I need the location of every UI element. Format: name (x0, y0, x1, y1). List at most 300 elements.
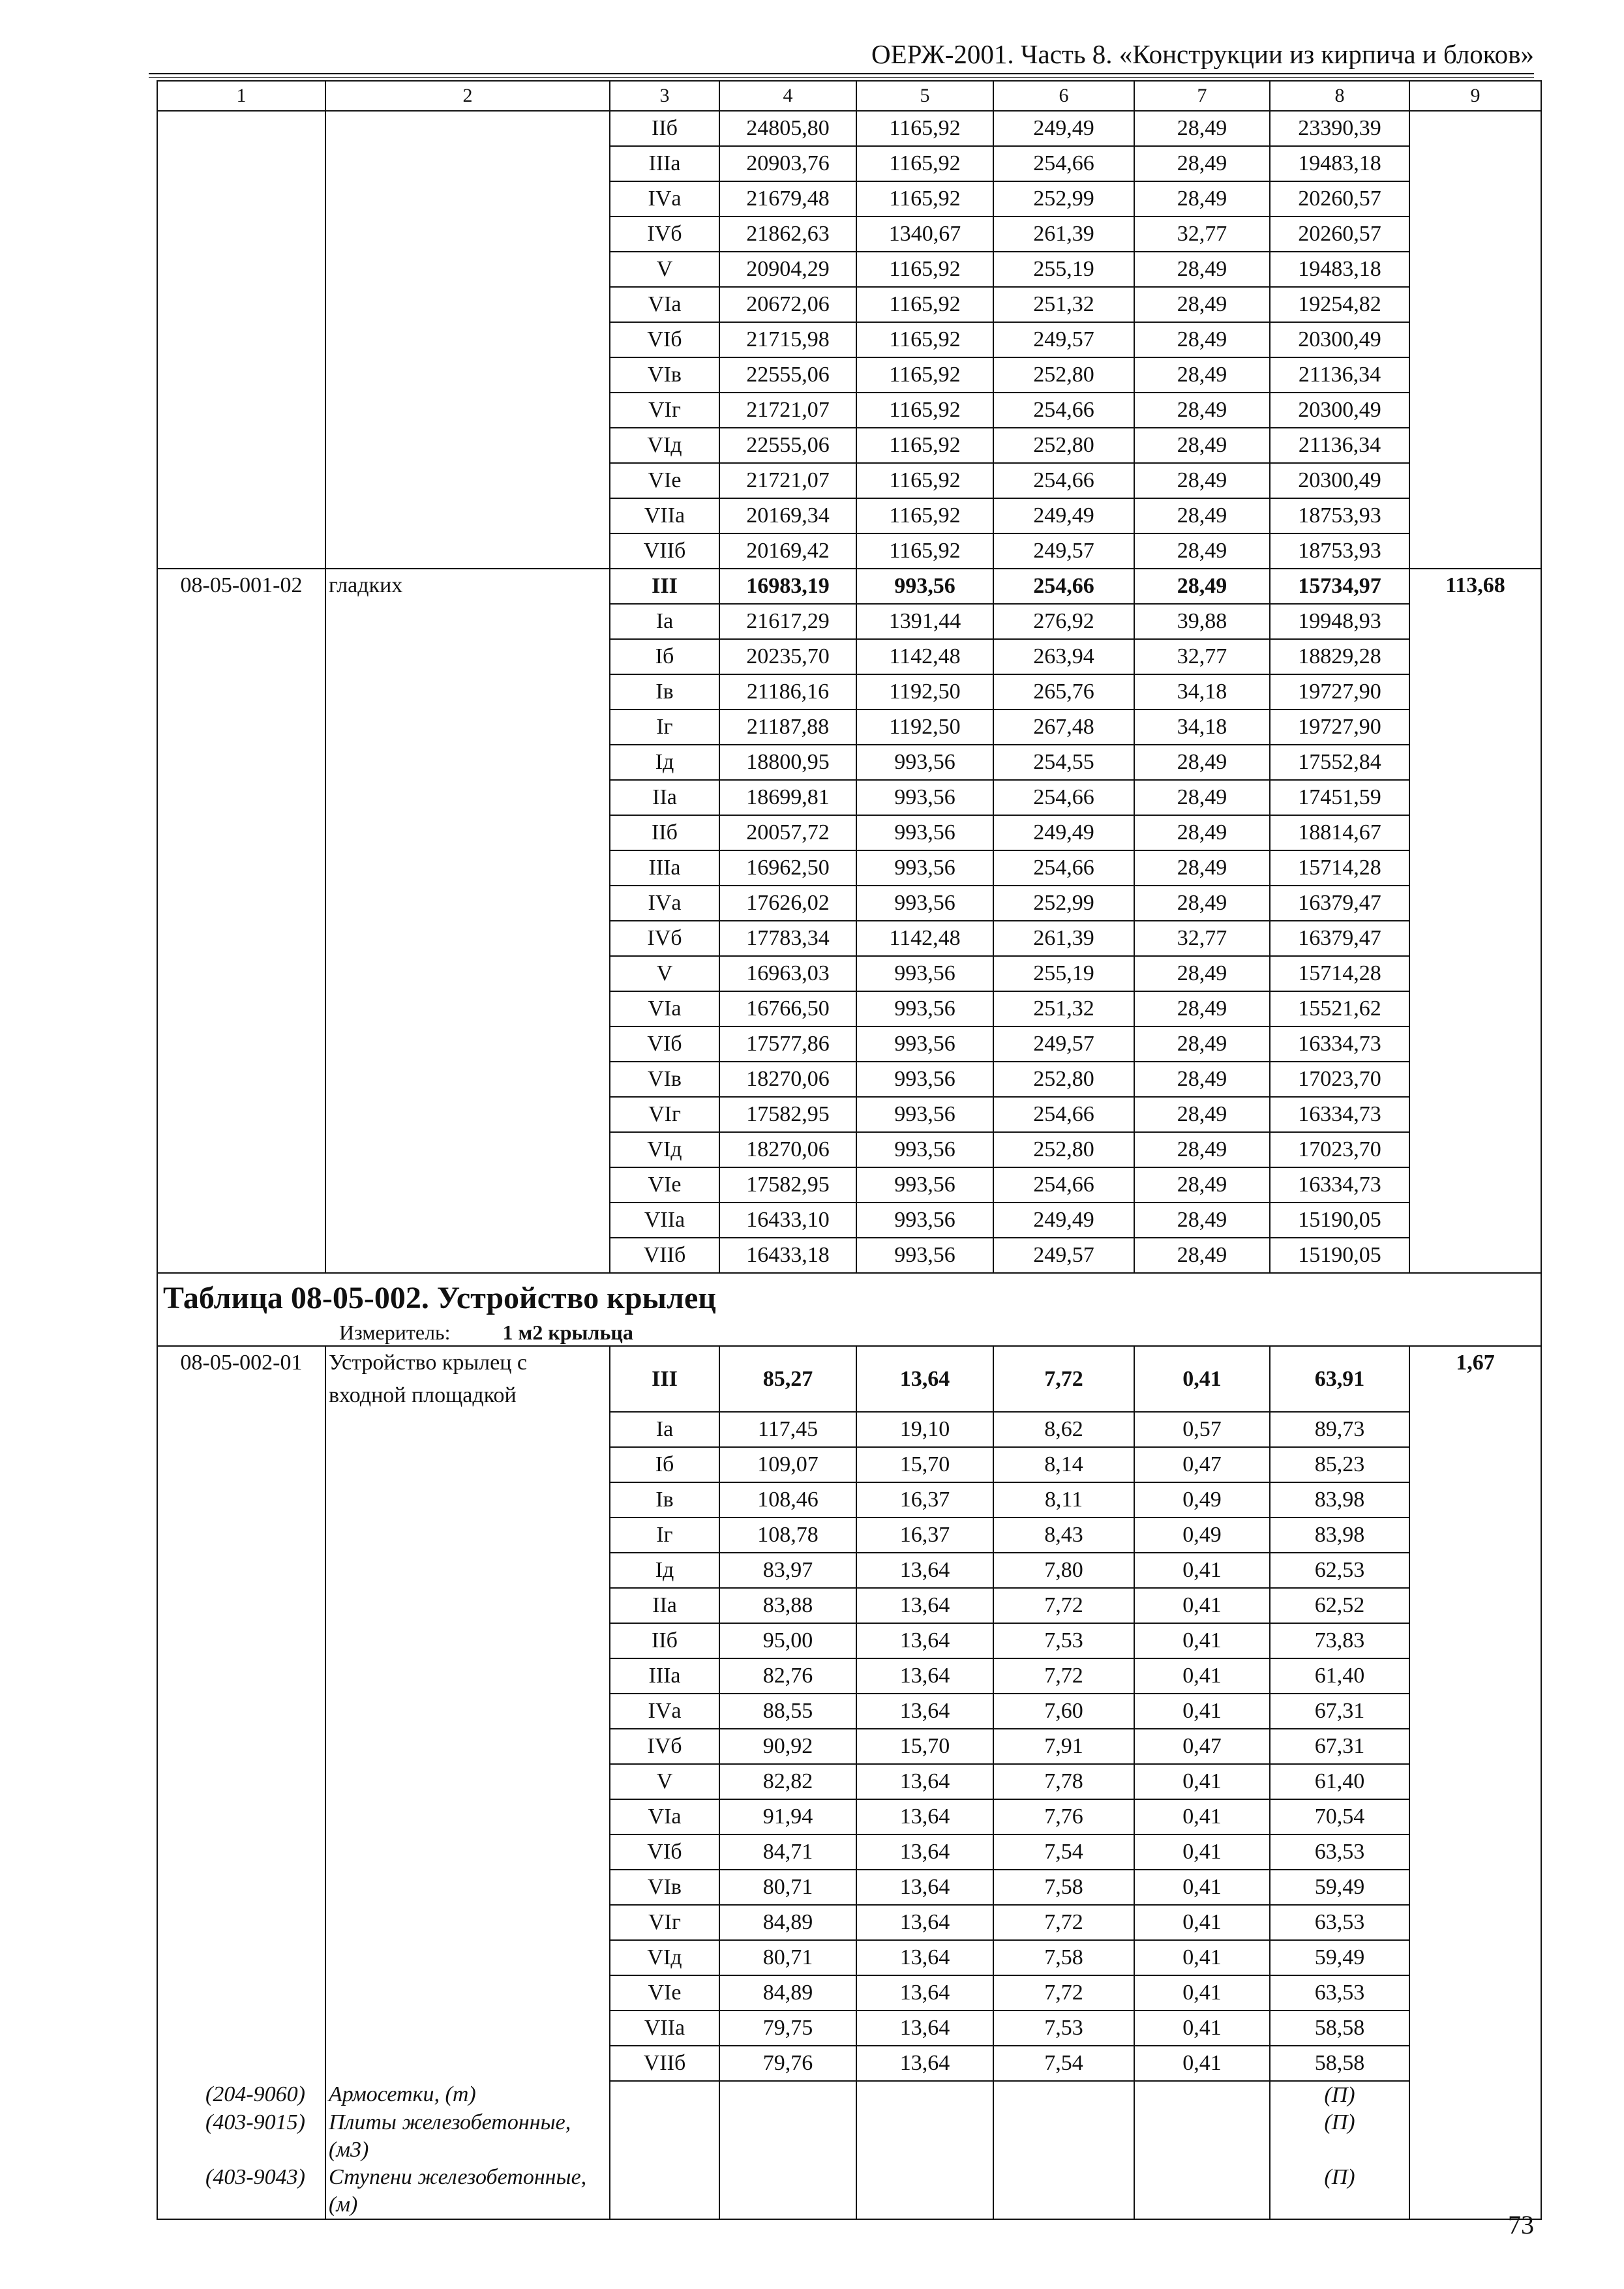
table-row (157, 1694, 1541, 1729)
machines-cell: 254,66 (993, 393, 1134, 428)
rate-name-cell (325, 1658, 610, 1694)
wages-cell: 15,70 (856, 1447, 993, 1482)
materials-cell: 70,54 (1270, 1799, 1409, 1834)
rate-name-cell (325, 745, 610, 780)
machines-cell: 249,57 (993, 1238, 1134, 1273)
wages-cell: 1192,50 (856, 710, 993, 745)
material-name: Плиты железобетонные, (м3) (325, 2109, 610, 2164)
materials-cell: 83,98 (1270, 1482, 1409, 1518)
materials-cell: 63,91 (1270, 1346, 1409, 1412)
materials-cell: 17552,84 (1270, 745, 1409, 780)
rate-code-cell (157, 674, 325, 710)
machinist-wages-cell: 28,49 (1134, 1238, 1270, 1273)
total-cost-cell: 84,89 (719, 1905, 856, 1940)
machinist-wages-cell: 39,88 (1134, 604, 1270, 639)
total-cost-cell: 109,07 (719, 1447, 856, 1482)
materials-cell: 61,40 (1270, 1764, 1409, 1799)
labor-cost-cell (1409, 1062, 1541, 1097)
table-row (157, 181, 1541, 217)
labor-cost-cell (1409, 1623, 1541, 1658)
rate-code-cell (157, 991, 325, 1026)
total-cost-cell: 16766,50 (719, 991, 856, 1026)
total-cost-cell: 22555,06 (719, 428, 856, 463)
zone-cell: VIд (610, 428, 719, 463)
table-row (157, 956, 1541, 991)
material-row (157, 2109, 1541, 2164)
table-row (157, 533, 1541, 569)
materials-cell: 16379,47 (1270, 886, 1409, 921)
machinist-wages-cell: 28,49 (1134, 322, 1270, 357)
machines-cell: 7,72 (993, 1588, 1134, 1623)
zone-cell: VIа (610, 991, 719, 1026)
machinist-wages-cell: 0,57 (1134, 1412, 1270, 1447)
rate-name-cell (325, 1694, 610, 1729)
table-row (157, 674, 1541, 710)
table-row (157, 569, 1541, 604)
empty-cell (993, 2164, 1134, 2219)
total-cost-cell: 18270,06 (719, 1062, 856, 1097)
wages-cell: 16,37 (856, 1482, 993, 1518)
machinist-wages-cell: 0,41 (1134, 1834, 1270, 1870)
rate-name-cell (325, 1799, 610, 1834)
machinist-wages-cell: 0,41 (1134, 1975, 1270, 2011)
materials-cell: 20260,57 (1270, 181, 1409, 217)
machinist-wages-cell: 28,49 (1134, 111, 1270, 146)
measure-unit: 1 м2 крыльца (502, 1321, 633, 1344)
labor-cost-cell (1409, 1167, 1541, 1203)
rate-code-cell (157, 463, 325, 498)
labor-cost-cell (1409, 1553, 1541, 1588)
empty-cell (719, 2164, 856, 2219)
total-cost-cell: 16433,18 (719, 1238, 856, 1273)
material-code: (403-9043) (157, 2164, 325, 2219)
labor-cost-cell (1409, 428, 1541, 463)
labor-cost-cell (1409, 1518, 1541, 1553)
zone-cell: VIе (610, 463, 719, 498)
materials-cell: 21136,34 (1270, 357, 1409, 393)
rate-name-cell (325, 1940, 610, 1975)
measure-label: Измеритель: (339, 1321, 451, 1344)
wages-cell: 993,56 (856, 956, 993, 991)
total-cost-cell: 20057,72 (719, 815, 856, 850)
labor-cost-cell (1409, 991, 1541, 1026)
rate-code-cell (157, 533, 325, 569)
wages-cell: 13,64 (856, 1658, 993, 1694)
machines-cell: 251,32 (993, 991, 1134, 1026)
machines-cell: 8,14 (993, 1447, 1134, 1482)
machinist-wages-cell: 28,49 (1134, 1132, 1270, 1167)
empty-cell (1134, 2164, 1270, 2219)
total-cost-cell: 20169,34 (719, 498, 856, 533)
zone-cell: VIа (610, 287, 719, 322)
materials-cell: 15714,28 (1270, 956, 1409, 991)
zone-cell: V (610, 956, 719, 991)
table-row (157, 2046, 1541, 2081)
table-row (157, 498, 1541, 533)
labor-cost-cell (1409, 1447, 1541, 1482)
total-cost-cell: 117,45 (719, 1412, 856, 1447)
labor-cost-cell (1409, 217, 1541, 252)
rate-name-cell (325, 111, 610, 146)
machinist-wages-cell: 28,49 (1134, 1062, 1270, 1097)
rate-code-cell (157, 1167, 325, 1203)
rate-name-cell (325, 217, 610, 252)
table-row (157, 1062, 1541, 1097)
machinist-wages-cell: 0,41 (1134, 1553, 1270, 1588)
total-cost-cell: 16963,03 (719, 956, 856, 991)
machines-cell: 7,54 (993, 1834, 1134, 1870)
column-number-row (157, 81, 1541, 111)
machines-cell: 254,66 (993, 780, 1134, 815)
machines-cell: 276,92 (993, 604, 1134, 639)
labor-cost-cell (1409, 2046, 1541, 2081)
rate-code-cell (157, 181, 325, 217)
rate-name-cell (325, 921, 610, 956)
machines-cell: 254,66 (993, 1167, 1134, 1203)
rate-name-cell (325, 1834, 610, 1870)
rate-code-cell (157, 1623, 325, 1658)
wages-cell: 993,56 (856, 1167, 993, 1203)
machines-cell: 7,76 (993, 1799, 1134, 1834)
total-cost-cell: 16962,50 (719, 850, 856, 886)
rate-code-cell (157, 1203, 325, 1238)
rate-name-cell (325, 1026, 610, 1062)
machines-cell: 7,91 (993, 1729, 1134, 1764)
machines-cell: 7,58 (993, 1870, 1134, 1905)
rate-name-cell (325, 1905, 610, 1940)
labor-cost-cell (1409, 569, 1541, 604)
zone-cell: IVб (610, 921, 719, 956)
machines-cell: 7,53 (993, 2011, 1134, 2046)
wages-cell: 1165,92 (856, 357, 993, 393)
wages-cell: 1142,48 (856, 921, 993, 956)
machinist-wages-cell: 0,41 (1134, 1905, 1270, 1940)
machinist-wages-cell: 28,49 (1134, 498, 1270, 533)
zone-cell: Iг (610, 1518, 719, 1553)
materials-cell: 20300,49 (1270, 393, 1409, 428)
rate-code-cell (157, 1588, 325, 1623)
materials-cell: 19483,18 (1270, 146, 1409, 181)
table-row (157, 1132, 1541, 1167)
rate-code-cell (157, 322, 325, 357)
total-cost-cell: 17577,86 (719, 1026, 856, 1062)
labor-cost-cell (1409, 1729, 1541, 1764)
machinist-wages-cell: 0,41 (1134, 1870, 1270, 1905)
materials-cell: 19727,90 (1270, 674, 1409, 710)
wages-cell: 993,56 (856, 1026, 993, 1062)
labor-cost-cell (1409, 1694, 1541, 1729)
wages-cell: 1165,92 (856, 287, 993, 322)
section-title: Таблица 08-05-002. Устройство крылец (163, 1281, 716, 1315)
table-row (157, 146, 1541, 181)
machines-cell: 252,80 (993, 428, 1134, 463)
total-cost-cell: 20672,06 (719, 287, 856, 322)
rate-code-cell (157, 1764, 325, 1799)
total-cost-cell: 83,88 (719, 1588, 856, 1623)
wages-cell: 13,64 (856, 2046, 993, 2081)
machinist-wages-cell: 28,49 (1134, 1097, 1270, 1132)
machines-cell: 252,80 (993, 357, 1134, 393)
zone-cell: IIIа (610, 146, 719, 181)
labor-cost-cell (1409, 639, 1541, 674)
labor-cost-cell (1409, 1905, 1541, 1940)
machinist-wages-cell: 34,18 (1134, 710, 1270, 745)
machinist-wages-cell: 0,41 (1134, 1694, 1270, 1729)
rate-name-cell (325, 1097, 610, 1132)
table-row (157, 1482, 1541, 1518)
wages-cell: 993,56 (856, 1062, 993, 1097)
wages-cell: 993,56 (856, 1097, 993, 1132)
material-name: Ступени железобетонные, (м) (325, 2164, 610, 2219)
machines-cell: 267,48 (993, 710, 1134, 745)
machinist-wages-cell: 34,18 (1134, 674, 1270, 710)
machines-cell: 252,99 (993, 181, 1134, 217)
machinist-wages-cell: 28,49 (1134, 886, 1270, 921)
materials-cell: 85,23 (1270, 1447, 1409, 1482)
total-cost-cell: 18800,95 (719, 745, 856, 780)
zone-cell: VIIа (610, 1203, 719, 1238)
wages-cell: 993,56 (856, 569, 993, 604)
machinist-wages-cell: 28,49 (1134, 1203, 1270, 1238)
zone-cell: Iа (610, 604, 719, 639)
machines-cell: 252,80 (993, 1062, 1134, 1097)
machines-cell: 8,62 (993, 1412, 1134, 1447)
zone-cell: VIв (610, 1870, 719, 1905)
material-row (157, 2081, 1541, 2109)
rate-code-cell (157, 2011, 325, 2046)
table-row (157, 1238, 1541, 1273)
labor-cost-cell (1409, 745, 1541, 780)
machinist-wages-cell: 0,41 (1134, 1940, 1270, 1975)
machinist-wages-cell: 28,49 (1134, 252, 1270, 287)
total-cost-cell: 82,82 (719, 1764, 856, 1799)
machines-cell: 255,19 (993, 956, 1134, 991)
empty-cell (856, 2081, 993, 2109)
rate-code-cell (157, 1870, 325, 1905)
rate-code-cell: 08-05-002-01 (157, 1346, 325, 1412)
empty-cell (719, 2109, 856, 2164)
wages-cell: 13,64 (856, 1940, 993, 1975)
rate-name-cell (325, 780, 610, 815)
zone-cell: VIб (610, 1834, 719, 1870)
rate-name-cell (325, 146, 610, 181)
table-row (157, 921, 1541, 956)
materials-cell: 58,58 (1270, 2046, 1409, 2081)
labor-cost-cell (1409, 1097, 1541, 1132)
labor-cost-cell (1409, 1870, 1541, 1905)
table-row (157, 1588, 1541, 1623)
wages-cell: 13,64 (856, 1623, 993, 1658)
material-tag: (П) (1270, 2109, 1409, 2164)
machines-cell: 249,57 (993, 533, 1134, 569)
zone-cell: VIб (610, 322, 719, 357)
zone-cell: Iд (610, 1553, 719, 1588)
empty-cell (610, 2164, 719, 2219)
column-number: 5 (856, 81, 993, 111)
rate-name-cell (325, 428, 610, 463)
rate-name-cell (325, 604, 610, 639)
rate-code-cell (157, 217, 325, 252)
materials-cell: 67,31 (1270, 1694, 1409, 1729)
table-row (157, 217, 1541, 252)
zone-cell: VIа (610, 1799, 719, 1834)
machinist-wages-cell: 0,41 (1134, 2011, 1270, 2046)
wages-cell: 1165,92 (856, 498, 993, 533)
labor-cost-cell (1409, 287, 1541, 322)
labor-cost-cell (1409, 710, 1541, 745)
empty-cell (993, 2109, 1134, 2164)
zone-cell: IIа (610, 1588, 719, 1623)
machinist-wages-cell: 0,47 (1134, 1447, 1270, 1482)
zone-cell: V (610, 1764, 719, 1799)
labor-cost-value: 113,68 (1445, 573, 1505, 597)
table-row (157, 1203, 1541, 1238)
zone-cell: VIIб (610, 1238, 719, 1273)
labor-cost-cell (1409, 956, 1541, 991)
labor-cost-cell (1409, 322, 1541, 357)
rate-name-cell (325, 956, 610, 991)
wages-cell: 1165,92 (856, 181, 993, 217)
total-cost-cell: 21721,07 (719, 393, 856, 428)
rate-code-cell (157, 710, 325, 745)
table-row (157, 639, 1541, 674)
rate-code-cell (157, 1940, 325, 1975)
total-cost-cell: 84,71 (719, 1834, 856, 1870)
zone-cell: III (610, 569, 719, 604)
rate-code-cell (157, 604, 325, 639)
rate-name-cell (325, 850, 610, 886)
materials-cell: 20300,49 (1270, 322, 1409, 357)
wages-cell: 1192,50 (856, 674, 993, 710)
zone-cell: III (610, 1346, 719, 1412)
empty-cell (856, 2109, 993, 2164)
zone-cell: IIб (610, 815, 719, 850)
table-row (157, 745, 1541, 780)
rate-name-cell (325, 710, 610, 745)
materials-cell: 62,52 (1270, 1588, 1409, 1623)
zone-cell: IVа (610, 886, 719, 921)
table-row (157, 111, 1541, 146)
materials-cell: 63,53 (1270, 1905, 1409, 1940)
wages-cell: 1165,92 (856, 322, 993, 357)
machinist-wages-cell: 28,49 (1134, 569, 1270, 604)
total-cost-cell: 79,76 (719, 2046, 856, 2081)
wages-cell: 13,64 (856, 1905, 993, 1940)
wages-cell: 13,64 (856, 2011, 993, 2046)
labor-cost-cell (1409, 1658, 1541, 1694)
table-row (157, 322, 1541, 357)
total-cost-cell: 17582,95 (719, 1097, 856, 1132)
wages-cell: 1165,92 (856, 146, 993, 181)
section-header (157, 1273, 1541, 1346)
machines-cell: 7,72 (993, 1658, 1134, 1694)
rate-name-cell (325, 1975, 610, 2011)
rate-code-cell (157, 1447, 325, 1482)
rate-code-cell (157, 111, 325, 146)
labor-cost-cell (1409, 1412, 1541, 1447)
zone-cell: V (610, 252, 719, 287)
zone-cell: VIIа (610, 2011, 719, 2046)
materials-cell: 20260,57 (1270, 217, 1409, 252)
materials-cell: 20300,49 (1270, 463, 1409, 498)
labor-cost-value: 1,67 (1456, 1351, 1495, 1375)
table-row (157, 1097, 1541, 1132)
zone-cell: VIд (610, 1132, 719, 1167)
rate-code-cell (157, 287, 325, 322)
zone-cell: Iв (610, 674, 719, 710)
wages-cell: 13,64 (856, 1975, 993, 2011)
total-cost-cell: 20169,42 (719, 533, 856, 569)
zone-cell: VIг (610, 1097, 719, 1132)
table-row (157, 1799, 1541, 1834)
rate-code-cell (157, 639, 325, 674)
empty-cell (1134, 2109, 1270, 2164)
table-row (157, 1905, 1541, 1940)
rate-code-cell (157, 1062, 325, 1097)
rate-code-cell (157, 1238, 325, 1273)
table-row (157, 1553, 1541, 1588)
table-row (157, 1167, 1541, 1203)
zone-cell: IVб (610, 1729, 719, 1764)
rate-name-cell (325, 393, 610, 428)
rate-name-cell (325, 2046, 610, 2081)
wages-cell: 993,56 (856, 815, 993, 850)
machinist-wages-cell: 28,49 (1134, 463, 1270, 498)
machinist-wages-cell: 0,41 (1134, 1799, 1270, 1834)
zone-cell: Iв (610, 1482, 719, 1518)
machines-cell: 7,80 (993, 1553, 1134, 1588)
wages-cell: 993,56 (856, 780, 993, 815)
column-number: 4 (719, 81, 856, 111)
rate-name-cell (325, 1167, 610, 1203)
table-row (157, 1940, 1541, 1975)
machines-cell: 255,19 (993, 252, 1134, 287)
materials-cell: 15190,05 (1270, 1238, 1409, 1273)
labor-cost-cell (1409, 1346, 1541, 1412)
rate-code-cell (157, 357, 325, 393)
materials-cell: 17451,59 (1270, 780, 1409, 815)
machinist-wages-cell: 32,77 (1134, 921, 1270, 956)
machinist-wages-cell: 28,49 (1134, 1167, 1270, 1203)
table-row (157, 357, 1541, 393)
machinist-wages-cell: 0,49 (1134, 1482, 1270, 1518)
labor-cost-cell (1409, 604, 1541, 639)
materials-cell: 83,98 (1270, 1518, 1409, 1553)
empty-cell (856, 2164, 993, 2219)
total-cost-cell: 20904,29 (719, 252, 856, 287)
machinist-wages-cell: 0,49 (1134, 1518, 1270, 1553)
rate-name-cell (325, 1132, 610, 1167)
table-row (157, 1412, 1541, 1447)
total-cost-cell: 91,94 (719, 1799, 856, 1834)
materials-cell: 19948,93 (1270, 604, 1409, 639)
materials-cell: 58,58 (1270, 2011, 1409, 2046)
rate-name-cell (325, 1764, 610, 1799)
wages-cell: 993,56 (856, 850, 993, 886)
machines-cell: 249,49 (993, 498, 1134, 533)
table-row (157, 710, 1541, 745)
machinist-wages-cell: 28,49 (1134, 393, 1270, 428)
column-number: 3 (610, 81, 719, 111)
labor-cost-cell (1409, 1975, 1541, 2011)
total-cost-cell: 95,00 (719, 1623, 856, 1658)
rate-name-cell (325, 1623, 610, 1658)
wages-cell: 993,56 (856, 1238, 993, 1273)
labor-cost-cell (1409, 1132, 1541, 1167)
rate-name-cell (325, 1203, 610, 1238)
materials-cell: 17023,70 (1270, 1062, 1409, 1097)
zone-cell: Iд (610, 745, 719, 780)
